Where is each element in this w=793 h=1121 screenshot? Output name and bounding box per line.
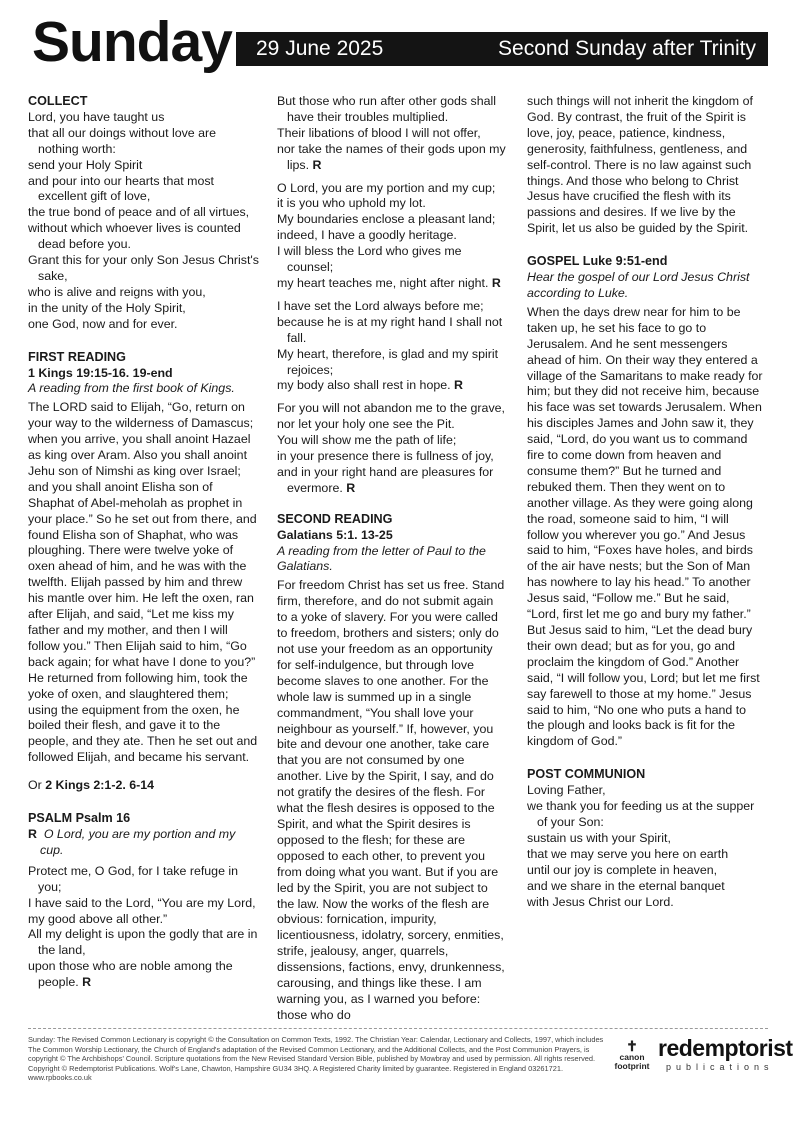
- canon-footprint-logo: [614, 1039, 650, 1071]
- psalm-line: my good above all other.”: [28, 911, 168, 926]
- collect-line: and pour into our hearts that most excellent gift of love,: [28, 173, 214, 204]
- collect-line: one God, now and for ever.: [28, 316, 178, 331]
- post-communion-line: we thank you for feeding us at the supper of your Son:: [527, 799, 755, 829]
- cross-icon: ✝: [626, 1038, 638, 1054]
- copyright-notice: Sunday: The Revised Common Lectionary is copyright © the Consultation on Common Texts, 1992. The Christian Year: Calendar, Lectionary and Collects, 1997, which includes The Common Worship Lectionary, the Church of England's adaptation of the Revised Common Lectionary, and the Additional Collects, and the Post Communion Prayers, is copyright © The Archbishops' Council. Scripture quotations from the New Revised Standard Version Bible, published by Mowbray and used by permission. All rights reserved. Copyright © Redemptorist Publications. Wolf's Lane, Chawton, Hampshire GU34 3HQ. A Registered Charity limited by guarantee. Registered in England 03261721. www.rpbooks.co.uk: [28, 1035, 604, 1082]
- collect-line: without which whoever lives is counted dead before you.: [28, 221, 241, 252]
- post-communion-line: Loving Father,: [527, 783, 606, 798]
- psalm-verse: [277, 299, 507, 394]
- service-title: Second Sunday after Trinity: [498, 37, 756, 60]
- column-2: [277, 94, 507, 1033]
- psalm-line: For you will not abandon me to the grave,: [277, 401, 505, 416]
- response-marker: R: [28, 826, 37, 841]
- second-reading-text: For freedom Christ has set us free. Stand firm, therefore, and do not submit again to a yoke of slavery. For you were called to freedom, brothers and sisters; only do not use your freedom as an opportunity for self-indulgence, but through love become slaves to one another. For the whole law is summed up in a single commandment, “You shall love your neighbour as yourself.” If, however, you bite and devour one another, take care that you are not consumed by one another. Live by the Spirit, I say, and do not gratify the desires of the flesh. For what the flesh desires is opposed to the Spirit, and what the Spirit desires is opposed to the flesh; for these are opposed to each other, to prevent you from doing what you want. But if you are led by the Spirit, you are not subject to the law. Now the works of the flesh are obvious: fornication, impurity, licentiousness, idolatry, sorcery, enmities, strife, jealousy, anger, quarrels, dissensions, factions, envy, drunkenness, carousing, and things like these. I am warning you, as I warned you before: those who do: [277, 578, 505, 1022]
- psalm-verses-col1: [28, 864, 260, 991]
- second-reading-intro: A reading from the letter of Paul to the Galatians.: [277, 543, 486, 574]
- publisher-name: redemptorist: [658, 1035, 793, 1061]
- second-reading-continued: such things will not inherit the kingdom of God. By contrast, the fruit of the Spirit is love, joy, peace, patience, kindness, generosity, faithfulness, gentleness, and self-control. There is no law against such things. And those who belong to Christ Jesus have crucified the flesh with its passions and desires. If we live by the Spirit, let us also be guided by the Spirit.: [527, 94, 753, 236]
- first-reading-section: [28, 350, 260, 767]
- page-footer: [28, 1028, 793, 1084]
- psalm-line: my body also shall rest in hope. R: [277, 378, 463, 393]
- second-reading-ref: Galatians 5:1. 13-25: [277, 527, 393, 542]
- psalm-line: indeed, I have a goodly heritage.: [277, 228, 457, 243]
- psalm-line: because he is at my right hand I shall not fall.: [277, 314, 503, 345]
- post-communion-line: and we share in the eternal banquet: [527, 878, 725, 893]
- alternative-prefix: Or: [28, 778, 46, 793]
- psalm-line: nor let your holy one see the Pit.: [277, 417, 455, 432]
- post-communion-line: with Jesus Christ our Lord.: [527, 894, 674, 909]
- post-communion-text: [527, 783, 763, 910]
- collect-line: Lord, you have taught us: [28, 109, 165, 124]
- collect-line: Grant this for your only Son Jesus Christ's sake,: [28, 253, 259, 283]
- publisher-subtitle: publications: [666, 1062, 774, 1072]
- psalm-line: I have set the Lord always before me;: [277, 298, 484, 313]
- gospel-text: When the days drew near for him to be taken up, he set his face to go to Jerusalem. And he sent messengers ahead of him. On their way they entered a village of the Samaritans to make ready for him; but they did not receive him, because his face was set towards Jerusalem. When his disciples James and John saw it, they said, “Lord, do you want us to command fire to come down from heaven and consume them?” But he turned and rebuked them. Then they went on to another village. As they were going along the road, someone said to him, “I will follow you wherever you go.” And Jesus said to him, “Foxes have holes, and birds of the air have nests; but the Son of Man has nowhere to lay his head.” To another Jesus said, “Follow me.” But he said, “Lord, first let me go and bury my father.” But Jesus said to him, “Let the dead bury their own dead; but as for you, go and proclaim the kingdom of God.” Another said, “I will follow you, Lord; but let me first say farewell to those at my home.” Jesus said to him, “No one who puts a hand to the plough and looks back is fit for the kingdom of God.”: [527, 304, 763, 749]
- psalm-heading: PSALM Psalm 16: [28, 811, 131, 826]
- psalm-verse: [28, 864, 260, 991]
- post-communion-line: sustain us with your Spirit,: [527, 830, 671, 845]
- alternative-reading: [28, 778, 260, 794]
- psalm-line: I will bless the Lord who gives me counsel;: [277, 244, 462, 275]
- psalm-line: nor take the names of their gods upon my lips. R: [277, 141, 506, 172]
- psalm-line: But those who run after other gods shall have their troubles multiplied.: [277, 94, 497, 124]
- collect-line: in the unity of the Holy Spirit,: [28, 300, 186, 315]
- collect-heading: COLLECT: [28, 94, 88, 108]
- second-reading-section: [277, 512, 507, 1024]
- response-marker: R: [454, 378, 463, 393]
- gospel-section: [527, 254, 763, 750]
- response-marker: R: [346, 480, 356, 495]
- collect-line: send your Holy Spirit: [28, 157, 143, 172]
- psalm-line: O Lord, you are my portion and my cup;: [277, 180, 496, 195]
- first-reading-ref: 1 Kings 19:15-16. 19-end: [28, 365, 173, 380]
- response-marker: R: [312, 157, 322, 172]
- collect-line: who is alive and reigns with you,: [28, 284, 206, 299]
- psalm-response: [28, 827, 260, 859]
- psalm-line: All my delight is upon the godly that are in the land,: [28, 927, 258, 958]
- post-communion-line: until our joy is complete in heaven,: [527, 862, 718, 877]
- collect-section: [28, 94, 260, 333]
- psalm-line: upon those who are noble among the people. R: [28, 959, 233, 990]
- day-title: Sunday: [32, 10, 232, 74]
- psalm-verses-col2: [277, 94, 507, 497]
- first-reading-text: The LORD said to Elijah, “Go, return on your way to the wilderness of Damascus; when you arrive, you shall anoint Hazael as king over Aram. Also you shall anoint Jehu son of Nimshi as king over Israel; and you shall anoint Elisha son of Shaphat of Abel-meholah as prophet in your place.” So he set out from there, and found Elisha son of Shaphat, who was ploughing. There were twelve yoke of oxen ahead of him, and he was with the twelfth. Elijah passed by him and threw his mantle over him. He left the oxen, ran after Elijah, and said, “Let me kiss my father and my mother, and then I will follow you.” Then Elijah said to him, “Go back again; for what have I done to you?” He returned from following him, took the yoke of oxen, and slaughtered them; using the equipment from the oxen, he boiled their flesh, and gave it to the people, and they ate. Then he set out and followed Elijah, and became his servant.: [28, 400, 258, 765]
- alternative-ref: 2 Kings 2:1-2. 6-14: [45, 778, 155, 793]
- canon-footprint-text: canon footprint: [614, 1052, 650, 1071]
- first-reading-heading: FIRST READING: [28, 349, 126, 364]
- psalm-verse: [277, 401, 507, 496]
- collect-text: [28, 110, 260, 333]
- psalm-response-text: O Lord, you are my portion and my cup.: [40, 826, 236, 857]
- psalm-line: it is you who uphold my lot.: [277, 196, 426, 211]
- psalm-line: My heart, therefore, is glad and my spirit rejoices;: [277, 346, 499, 377]
- psalm-line: I have said to the Lord, “You are my Lord,: [28, 895, 256, 910]
- psalm-line: My boundaries enclose a pleasant land;: [277, 212, 496, 227]
- psalm-line: You will show me the path of life;: [277, 433, 457, 448]
- response-marker: R: [491, 275, 501, 290]
- post-communion-section: [527, 767, 763, 910]
- date-banner: [236, 32, 768, 66]
- column-1: [28, 94, 260, 1000]
- first-reading-intro: A reading from the first book of Kings.: [28, 381, 235, 396]
- column-3: [527, 94, 763, 919]
- service-date: 29 June 2025: [256, 37, 384, 60]
- psalm-line: and in your right hand are pleasures for evermore. R: [277, 464, 494, 495]
- response-marker: R: [82, 975, 92, 990]
- collect-line: that all our doings without love are nothing worth:: [28, 125, 217, 156]
- post-communion-line: that we may serve you here on earth: [527, 846, 729, 861]
- gospel-heading: GOSPEL Luke 9:51-end: [527, 254, 668, 269]
- psalm-line: my heart teaches me, night after night. R: [277, 275, 501, 290]
- page-header: [28, 10, 768, 80]
- collect-line: the true bond of peace and of all virtues,: [28, 205, 250, 220]
- psalm-line: Protect me, O God, for I take refuge in you;: [28, 863, 239, 894]
- psalm-verse: [277, 181, 507, 292]
- psalm-line: Their libations of blood I will not offer,: [277, 125, 481, 140]
- psalm-verse: [277, 94, 507, 174]
- psalm-line: in your presence there is fullness of joy,: [277, 449, 494, 464]
- psalm-section: [28, 811, 260, 991]
- second-reading-heading: SECOND READING: [277, 511, 393, 526]
- publisher-logo: [658, 1035, 793, 1072]
- post-communion-heading: POST COMMUNION: [527, 767, 646, 782]
- gospel-intro: Hear the gospel of our Lord Jesus Christ according to Luke.: [527, 270, 750, 300]
